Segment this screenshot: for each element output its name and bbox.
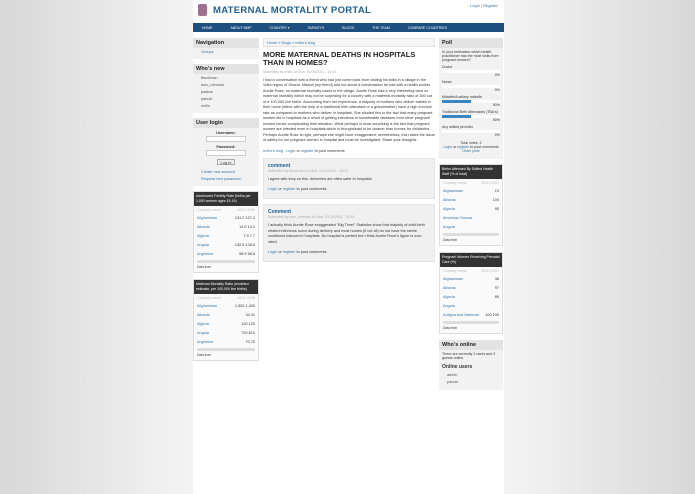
value-cell: 610 [248,331,255,336]
login-link[interactable]: Login [470,3,480,8]
value-cell: 120 [248,322,255,327]
horizontal-scrollbar[interactable] [197,260,255,263]
country-link[interactable]: American Samoa [443,216,473,221]
value-cell: 95 [494,207,499,212]
table-row [194,250,258,259]
poll-choice [442,80,500,92]
post-submitted: Submitted by rmillo on Sun, 01/09/2011 - 10:34 [263,69,336,74]
value-cell: 128.6 [245,243,255,248]
table-row [440,284,502,293]
value-cell: 14.9 [239,225,247,230]
register-link[interactable]: register [457,145,470,149]
user-link[interactable]: fbuckman [201,75,218,80]
table-row [440,196,502,205]
poll-total: Total votes: 2 [460,141,482,145]
password-input[interactable] [206,150,246,156]
comment [263,158,435,200]
poll-choice [442,95,500,107]
older-polls-link[interactable]: Older polls [462,149,480,153]
country-link[interactable]: Albania [443,286,456,291]
choice-percent: 0% [494,88,500,92]
comment [263,204,435,262]
site-logo[interactable] [198,4,207,16]
table-row [194,232,258,241]
nav-item[interactable]: HOME [202,25,213,30]
value-cell: 31 [250,313,255,318]
user-link[interactable]: panuin [447,380,459,385]
register-link[interactable]: register [282,250,296,254]
poll-block [439,38,503,159]
block-title: Navigation [193,38,259,48]
column-header[interactable]: Country name [197,207,221,212]
column-header[interactable]: Country name [443,268,467,273]
create-account-link[interactable]: Create new account [201,169,235,174]
country-link[interactable]: Afghanistan [443,189,464,194]
table-row [194,320,258,329]
choice-label: Doctor [442,65,453,69]
data-source: Data from [197,352,211,357]
country-link[interactable]: Afghanistan [197,304,218,309]
value-cell: 100 [492,198,499,203]
nav-item[interactable]: ABOUT MMP [230,25,252,30]
nav-item-groups[interactable]: Groups [201,49,214,54]
widget-title: Adolescent Fertility Rate (births per 1,000 women ages 15-19) [194,192,258,206]
choice-percent: 0% [494,73,500,77]
choice-label: Nurse [442,80,452,84]
value-cell: 7.7 [249,234,255,239]
table-row [440,275,502,284]
block-title: User login [193,118,259,128]
register-link[interactable]: register [282,187,296,191]
data-widget [193,279,259,361]
online-users-title: Online users [442,363,473,370]
online-text: There are currently 2 users and 3 guests online. [442,351,496,360]
widget-title: Births Attended By Skilled Health Staff (% of total) [440,165,502,179]
country-link[interactable]: Angola [197,331,209,336]
poll-choice [442,125,500,137]
value-cell: 132.5 [234,243,245,248]
main-nav [193,23,504,32]
value-cell: 720 [241,331,248,336]
value-cell: 58.9 [239,252,247,257]
country-link[interactable]: Angola [443,225,455,230]
data-widget [439,164,503,246]
poll-question: In your estimation which health practitioner has the most visits from pregnant women? [442,50,499,62]
login-link[interactable]: Login [443,145,453,149]
value-cell: 131.2 [234,216,245,221]
register-link[interactable]: Register [483,3,498,8]
user-link[interactable]: paalow [201,89,214,94]
table-row [440,214,502,223]
user-link[interactable]: panuin [201,96,213,101]
country-link[interactable]: Angola [197,243,209,248]
value-cell: 70 [245,340,250,345]
value-cell: 89 [494,295,499,300]
column-header[interactable]: Country name [197,295,221,300]
user-link[interactable]: admin [447,373,458,378]
data-source: Data from [443,325,457,330]
poll-choice [442,65,500,77]
value-cell: 100 [492,313,499,318]
value-cell: 7.9 [243,234,249,239]
table-row [194,338,258,347]
value-cell: 14.1 [247,225,255,230]
page-title: MORE MATERNAL DEATHS IN HOSPITALS THAN IN HOMES? [263,50,416,68]
country-link[interactable]: Angola [443,304,455,309]
nav-item[interactable]: COMPARE COUNTRIES [407,25,447,30]
table-row [194,311,258,320]
or-text: or [296,148,300,153]
widget-title: Maternal Mortality Ratio (modeled estimate, per 100,000 live births) [194,280,258,294]
country-link[interactable]: Algeria [197,322,209,327]
post-comments-text: to post comments [314,148,345,153]
choice-label: Any skilled provider [442,125,474,129]
login-link[interactable]: Login [268,187,278,191]
or-text: or [278,187,282,191]
request-password-link[interactable]: Request new password [201,176,241,181]
country-link[interactable]: Algeria [197,234,209,239]
comment-title[interactable]: Comment [268,209,292,215]
post-comments-text: to post comments [296,250,327,254]
block-title: Poll [439,38,503,48]
post-comments-text: to post comments [470,145,499,149]
column-header[interactable]: 2004 [490,180,499,185]
country-link[interactable]: Afghanistan [197,216,218,221]
site-title[interactable]: MATERNAL MORTALITY PORTAL [213,5,372,16]
column-header[interactable]: 2003 [237,207,246,212]
navigation-block [193,38,259,59]
value-cell: 1,500 [234,304,245,309]
choice-percent: 50% [492,103,500,107]
value-cell: 127.2 [245,216,255,221]
value-cell: 100 [485,313,492,318]
choice-percent: 0% [494,133,500,137]
horizontal-scrollbar[interactable] [197,348,255,351]
value-cell: 97 [494,286,499,291]
table-row [440,293,502,302]
nav-item[interactable]: BLOGS [342,25,355,30]
column-header[interactable]: 2000 [481,180,490,185]
login-link[interactable]: Login [286,148,296,153]
country-link[interactable]: Antigua and Barbuda [443,313,479,318]
nav-item[interactable]: THE TEAM [372,25,390,30]
password-label: Password: [216,145,236,149]
table-row [194,223,258,232]
value-cell: 120 [241,322,248,327]
value-cell: 1,400 [245,304,255,309]
column-header[interactable]: 2005 [246,207,255,212]
data-source: Data from [443,237,457,242]
column-header[interactable]: 2005 [237,295,246,300]
choice-label: Traditional Birth Attendants (TBA's) [442,110,498,114]
horizontal-scrollbar[interactable] [443,321,499,324]
user-link[interactable]: tonu_mensah [201,82,225,87]
value-cell: 70 [250,340,255,345]
block-title: Who's new [193,64,259,74]
user-link[interactable]: rmillo [201,103,211,108]
country-link[interactable]: Argentina [197,340,214,345]
table-row [440,311,502,320]
table-row [194,329,258,338]
whos-new-block [193,64,259,113]
nav-item[interactable]: SURVEYS [307,25,325,30]
comment-submitted: Submitted by tonu_mensah on Mon, 01/10/2011 - 03:30 [268,215,355,219]
value-cell: 34 [245,313,250,318]
value-cell: 19 [494,189,499,194]
table-row [194,302,258,311]
column-header[interactable]: 2008 [246,295,255,300]
comment-submitted: Submitted by fbuckman on Mon, 01/10/2011 - 05:23 [268,168,349,173]
breadcrumb[interactable]: Home » Blogs » rmillo's blog [263,38,435,47]
value-cell: 36 [494,277,499,282]
user-login-block [193,118,259,186]
or-text: or [453,145,457,149]
table-row [194,214,258,223]
post-comments-text: to post comments [296,187,327,191]
column-header[interactable]: 2004 [490,268,499,273]
username-input[interactable] [206,136,246,142]
comment-body: I actually think Auntie Rose exaggerated "Big Time!" Statistics show that majority of child birth related infections occur during delivery and most homes (if not all) do not have the sterile conditions induced in hospitals. No hospital is perfect but I think Auntie Rose's figure is over-rated. [268,223,425,244]
post-body: I had a conversation with a friend who had just come back from visiting his folks in a village in the Volta region of Ghana. Mawuli (my friend) told me about a conversation he had with a health worker, Auntie Rose, on maternal mortality cases in the village. Auntie Rose had a very interesting view on maternal mortality which may not be surprising for a country with a maternal mortality ratio of 350 out of a 100,000 live births. Accounting from her experience, a majority of mothers who deliver babies in their home (either with the help of a traditional birth attendant or a grandmother) have a high survival rate as compared to mothers who deliver in hospitals. She alluded this to the fact that many pregnant women die in hospitals as a result of getting infections or transferable diseases from other pregnant women hence complicating their situation. What perhaps is most surprising is the fact that pregnant women are infected even in hospitals which is thought/said to be cleaner than homes for childbirths. Perhaps Auntie Rose is right, perhaps she might have exaggerated, nevertheless, this raises the issue of safety for our pregnant women in hospital and must be investigated. Share your thoughts. [263,77,435,142]
table-row [440,187,502,196]
poll-choice [442,110,500,122]
table-row [440,223,502,232]
choice-label: Midwife/Auxiliary midwife [442,95,482,99]
data-widget [439,252,503,334]
country-link[interactable]: Afghanistan [443,277,464,282]
choice-percent: 50% [492,118,500,122]
whos-online-block [439,340,503,390]
country-link[interactable]: Albania [197,313,210,318]
country-link[interactable]: Algeria [443,207,455,212]
country-link[interactable]: Albania [197,225,210,230]
country-link[interactable]: Argentina [197,252,214,257]
table-row [440,302,502,311]
comment-title[interactable]: comment [268,162,291,169]
country-link[interactable]: Albania [443,198,456,203]
nav-item[interactable]: COUNTRY ▾ [269,25,290,30]
data-source: Data from [197,264,211,269]
or-text: or [278,250,282,254]
login-button[interactable]: Log in [217,159,235,165]
value-cell: 58.6 [247,252,255,257]
comment-body: i agree with tony on this. deliveries are often safer in hospitals. [268,176,373,181]
blog-link[interactable]: rmillo's blog [263,148,283,153]
register-link[interactable]: register [300,148,314,153]
login-link[interactable]: Login [268,250,278,254]
table-row [194,241,258,250]
country-link[interactable]: Algeria [443,295,455,300]
column-header[interactable]: Country name [443,180,467,185]
block-title: Who's online [439,340,503,350]
username-label: Username: [216,131,236,135]
column-header[interactable]: 2000 [481,268,490,273]
table-row [440,205,502,214]
widget-title: Pregnant Women Receiving Prenatal Care (%) [440,253,502,267]
horizontal-scrollbar[interactable] [443,233,499,236]
page: MATERNAL MORTALITY PORTAL Login | Register HOME ABOUT MMP COUNTRY ▾ SURVEYS BLOGS THE TEAM COMPARE COUNTRIES Navigation Groups Who's new fbuckman tonu_mensah paalow panuin rmillo User login Username: Password: Log in Create new account Request new password Adolescent Fertility Rate (births per 1,000 women ages 15-19) Country name 2003 2005 Afghanistan 131.2 127.2 Albania 14.9 14.1 Algeria 7.9 7.7 Angola 132.5 128.6 Argentina 58.9 58.6 Data from Maternal Mortality Ratio (modeled estimate, per 100,000 live births) Country name 2005 2008 Afghanistan 1,500 1,400 Albania 34 31 Algeria 120 120 Angola 720 610 Argentina 70 70 Data from Home » Blogs » rmillo's blog MORE MATERNAL DEATHS IN HOSPITALS THAN IN HOMES? Submitted by rmillo on Sun, 01/09/2011 - 10:34 I had a conversation with a friend who had just come back from visiting his folks in a village in the Volta region of Ghana. Mawuli (my friend) told me about a conversation he had with a health worker, Auntie Rose, on maternal mortality cases in the village. Auntie Rose had a very interesting view on maternal mortality which may not be surprising for a country with a maternal mortality ratio of 350 out of a 100,000 live births. Accounting from her experience, a majority of mothers who deliver babies in their home (either with the help of a traditional birth attendant or a grandmother) have a high survival rate as compared to mothers who deliver in hospitals. She alluded this to the fact that many pregnant women die in hospitals as a result of getting infections or transferable diseases from other pregnant women hence complicating their situation. What perhaps is most surprising is the fact that pregnant women are infected even in hospitals which is thought/said to be cleaner than homes for childbirths. Perhaps Auntie Rose is right, perhaps she might have exaggerated, nevertheless, this raises the issue of safety for our pregnant women in hospital and must be investigated. Share your thoughts. rmillo's blog Login or register to post comments comment Submitted by fbuckman on Mon, 01/10/2011 - 05:23 i agree with tony on this. deliveries are often safer in hospitals. Login or register to post comments Comment Submitted by tonu_mensah on Mon, 01/10/2011 - 03:30 I actually think Auntie Rose exaggerated "Big Time!" Statistics show that majority of child birth related infections occur during delivery and most homes (if not all) do not have the sterile conditions induced in hospitals. No hospital is perfect but I think Auntie Rose's figure is over-rated. Login or register to post comments Poll In your estimation which health practitioner has the most visits from pregnant women? Doctor 0% Nurse 0% Midwife/Auxiliary midwife 50% Traditional Birth Attendants (TBA's) 50% Any skilled provider 0% Total votes: 2 Login or register to post comments Older polls Births Attended By Skilled Health Staff (% of total) Country name 2000 2004 Afghanistan 19 Albania 100 Algeria 95 American Samoa Angola Data from Pregnant Women Receiving Prenatal Care (%) Country name 2000 2004 Afghanistan 36 Albania 97 Algeria 89 Angola Antigua and Barbuda 100 100 Data from Who's online There are currently 2 users and 3 guests online. Online users admin panuin [193,0,504,494]
data-widget [193,191,259,273]
